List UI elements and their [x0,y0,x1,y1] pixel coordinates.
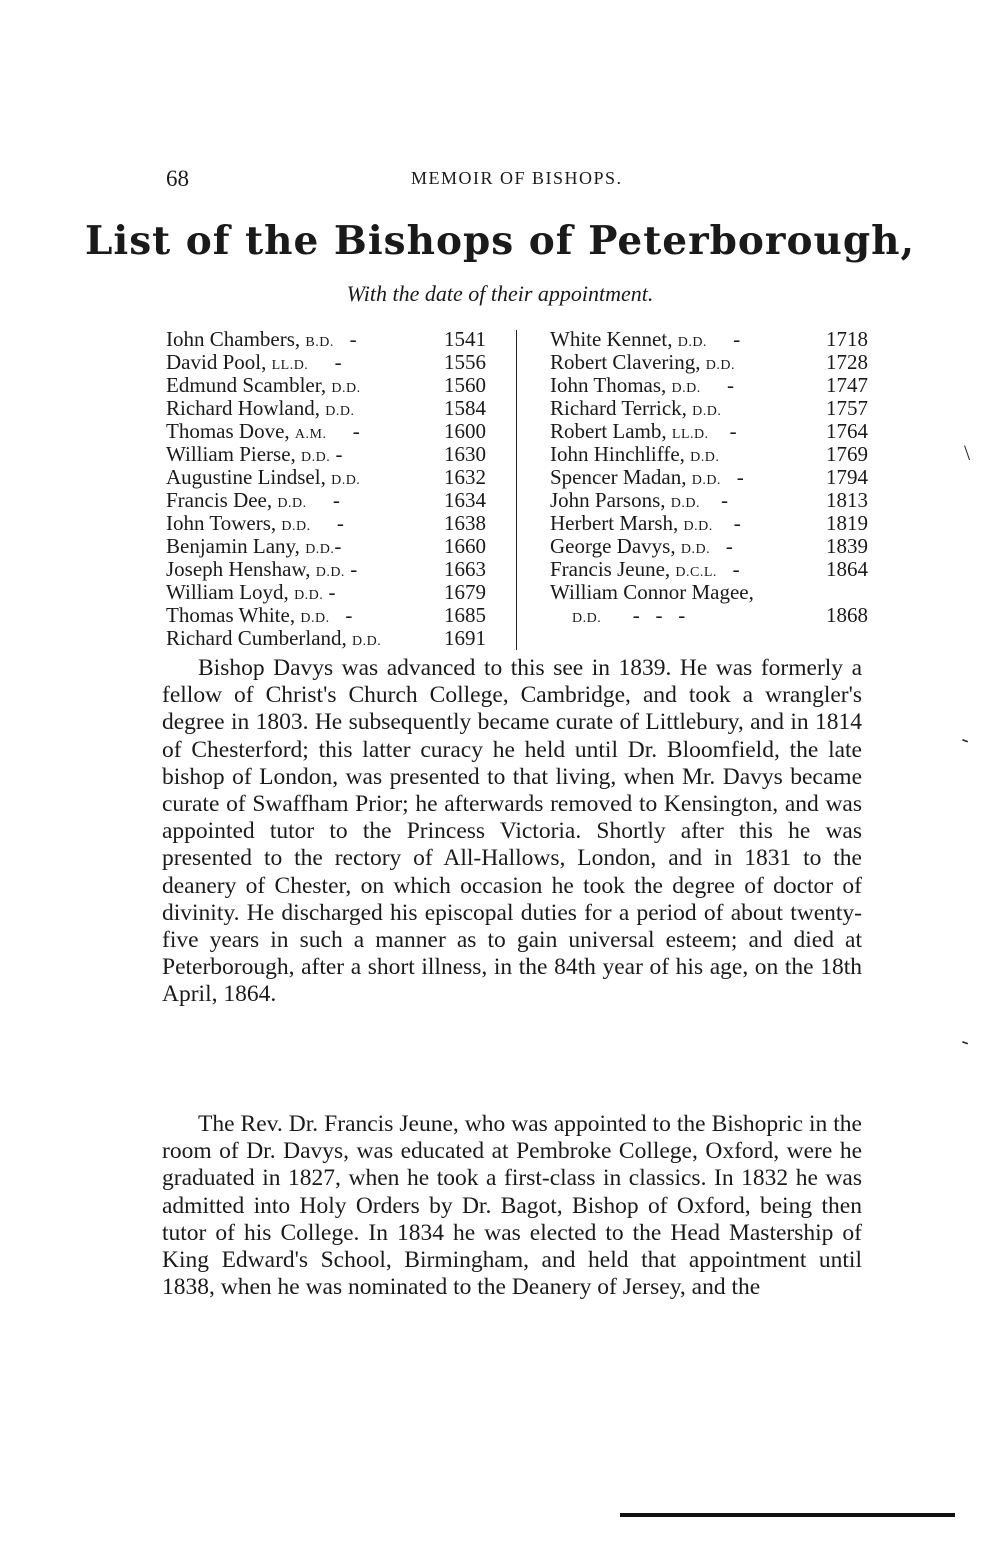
list-item: David Pool, LL.D. - 1556 [166,350,486,374]
list-title: List of the Bishops of Peterborough, [84,218,916,264]
list-item: Spencer Madan, D.D. - 1794 [550,465,868,489]
list-item: Iohn Towers, D.D. - 1638 [166,511,486,535]
list-item: Iohn Hinchliffe, D.D. 1769 [550,442,868,466]
list-item: Richard Terrick, D.D. 1757 [550,396,868,420]
list-item: Robert Clavering, D.D. 1728 [550,350,868,374]
list-item: White Kennet, D.D. - 1718 [550,327,868,351]
paragraph-jeune: The Rev. Dr. Francis Jeune, who was appointed to the Bishopric in the room of Dr. Davys, was educated at Pembroke College, Oxford, were he graduated in 1827, when he took a first-class in classics. In 1832 he was admitted into Holy Orders by Dr. Bagot, Bishop of Oxford, being then tutor of his College. In 1834 he was elected to the Head Mastership of King Edward's School, Birmingham, and held that appointment until 1838, when he was nominated to the Deanery of Jersey, and the [162,1111,862,1301]
list-item: George Davys, D.D. - 1839 [550,534,868,558]
list-item: Thomas White, D.D. - 1685 [166,603,486,627]
page-number: 68 [166,166,189,191]
bishops-list-left [166,328,486,650]
list-item: Iohn Chambers, B.D. - 1541 [166,327,486,351]
running-title: MEMOIR OF BISHOPS. [411,168,623,188]
list-item: John Parsons, D.D. - 1813 [550,488,868,512]
list-item: Edmund Scambler, D.D. 1560 [166,373,486,397]
list-item: William Connor Magee, [550,581,754,604]
column-divider [516,330,517,650]
list-subtitle: With the date of their appointment. [346,281,654,306]
list-item: William Loyd, D.D. - 1679 [166,580,486,604]
list-item: Francis Jeune, D.C.L. - 1864 [550,557,868,581]
list-item: Herbert Marsh, D.D. - 1819 [550,511,868,535]
list-item: Thomas Dove, A.M. - 1600 [166,419,486,443]
list-item: D.D. - - - 1868 [572,603,868,627]
list-item: William Pierse, D.D. - 1630 [166,442,486,466]
margin-mark: \ [964,440,971,465]
list-item: Richard Howland, D.D. 1584 [166,396,486,420]
list-item: Benjamin Lany, D.D.- 1660 [166,534,486,558]
bishops-list-right [550,328,868,627]
list-item: Richard Cumberland, D.D. 1691 [166,626,486,650]
margin-mark: - [958,1027,974,1054]
paragraph-davys: Bishop Davys was advanced to this see in 1839. He was formerly a fellow of Christ's Church College, Cambridge, and took a wrangler's degree in 1803. He subsequently became curate of Littlebury, and in 1814 of Chesterford; this latter curacy he held until Dr. Bloomfield, the late bishop of London, was presented to that living, when Mr. Davys became curate of Swaffham Prior; he afterwards removed to Kensington, and was appointed tutor to the Princess Victoria. Shortly after this he was presented to the rectory of All-Hallows, London, and in 1831 to the deanery of Chester, on which occasion he took the degree of doctor of divinity. He discharged his episcopal duties for a period of about twenty-five years in such a manner as to gain universal esteem; and died at Peterborough, after a short illness, in the 84th year of his age, on the 18th April, 1864. [162,655,862,1008]
margin-mark: - [958,725,974,752]
list-item: Augustine Lindsel, D.D. 1632 [166,465,486,489]
list-item: Francis Dee, D.D. - 1634 [166,488,486,512]
list-item: Iohn Thomas, D.D. - 1747 [550,373,868,397]
list-item: Joseph Henshaw, D.D. - 1663 [166,557,486,581]
bottom-rule [620,1513,955,1517]
list-item: Robert Lamb, LL.D. - 1764 [550,419,868,443]
